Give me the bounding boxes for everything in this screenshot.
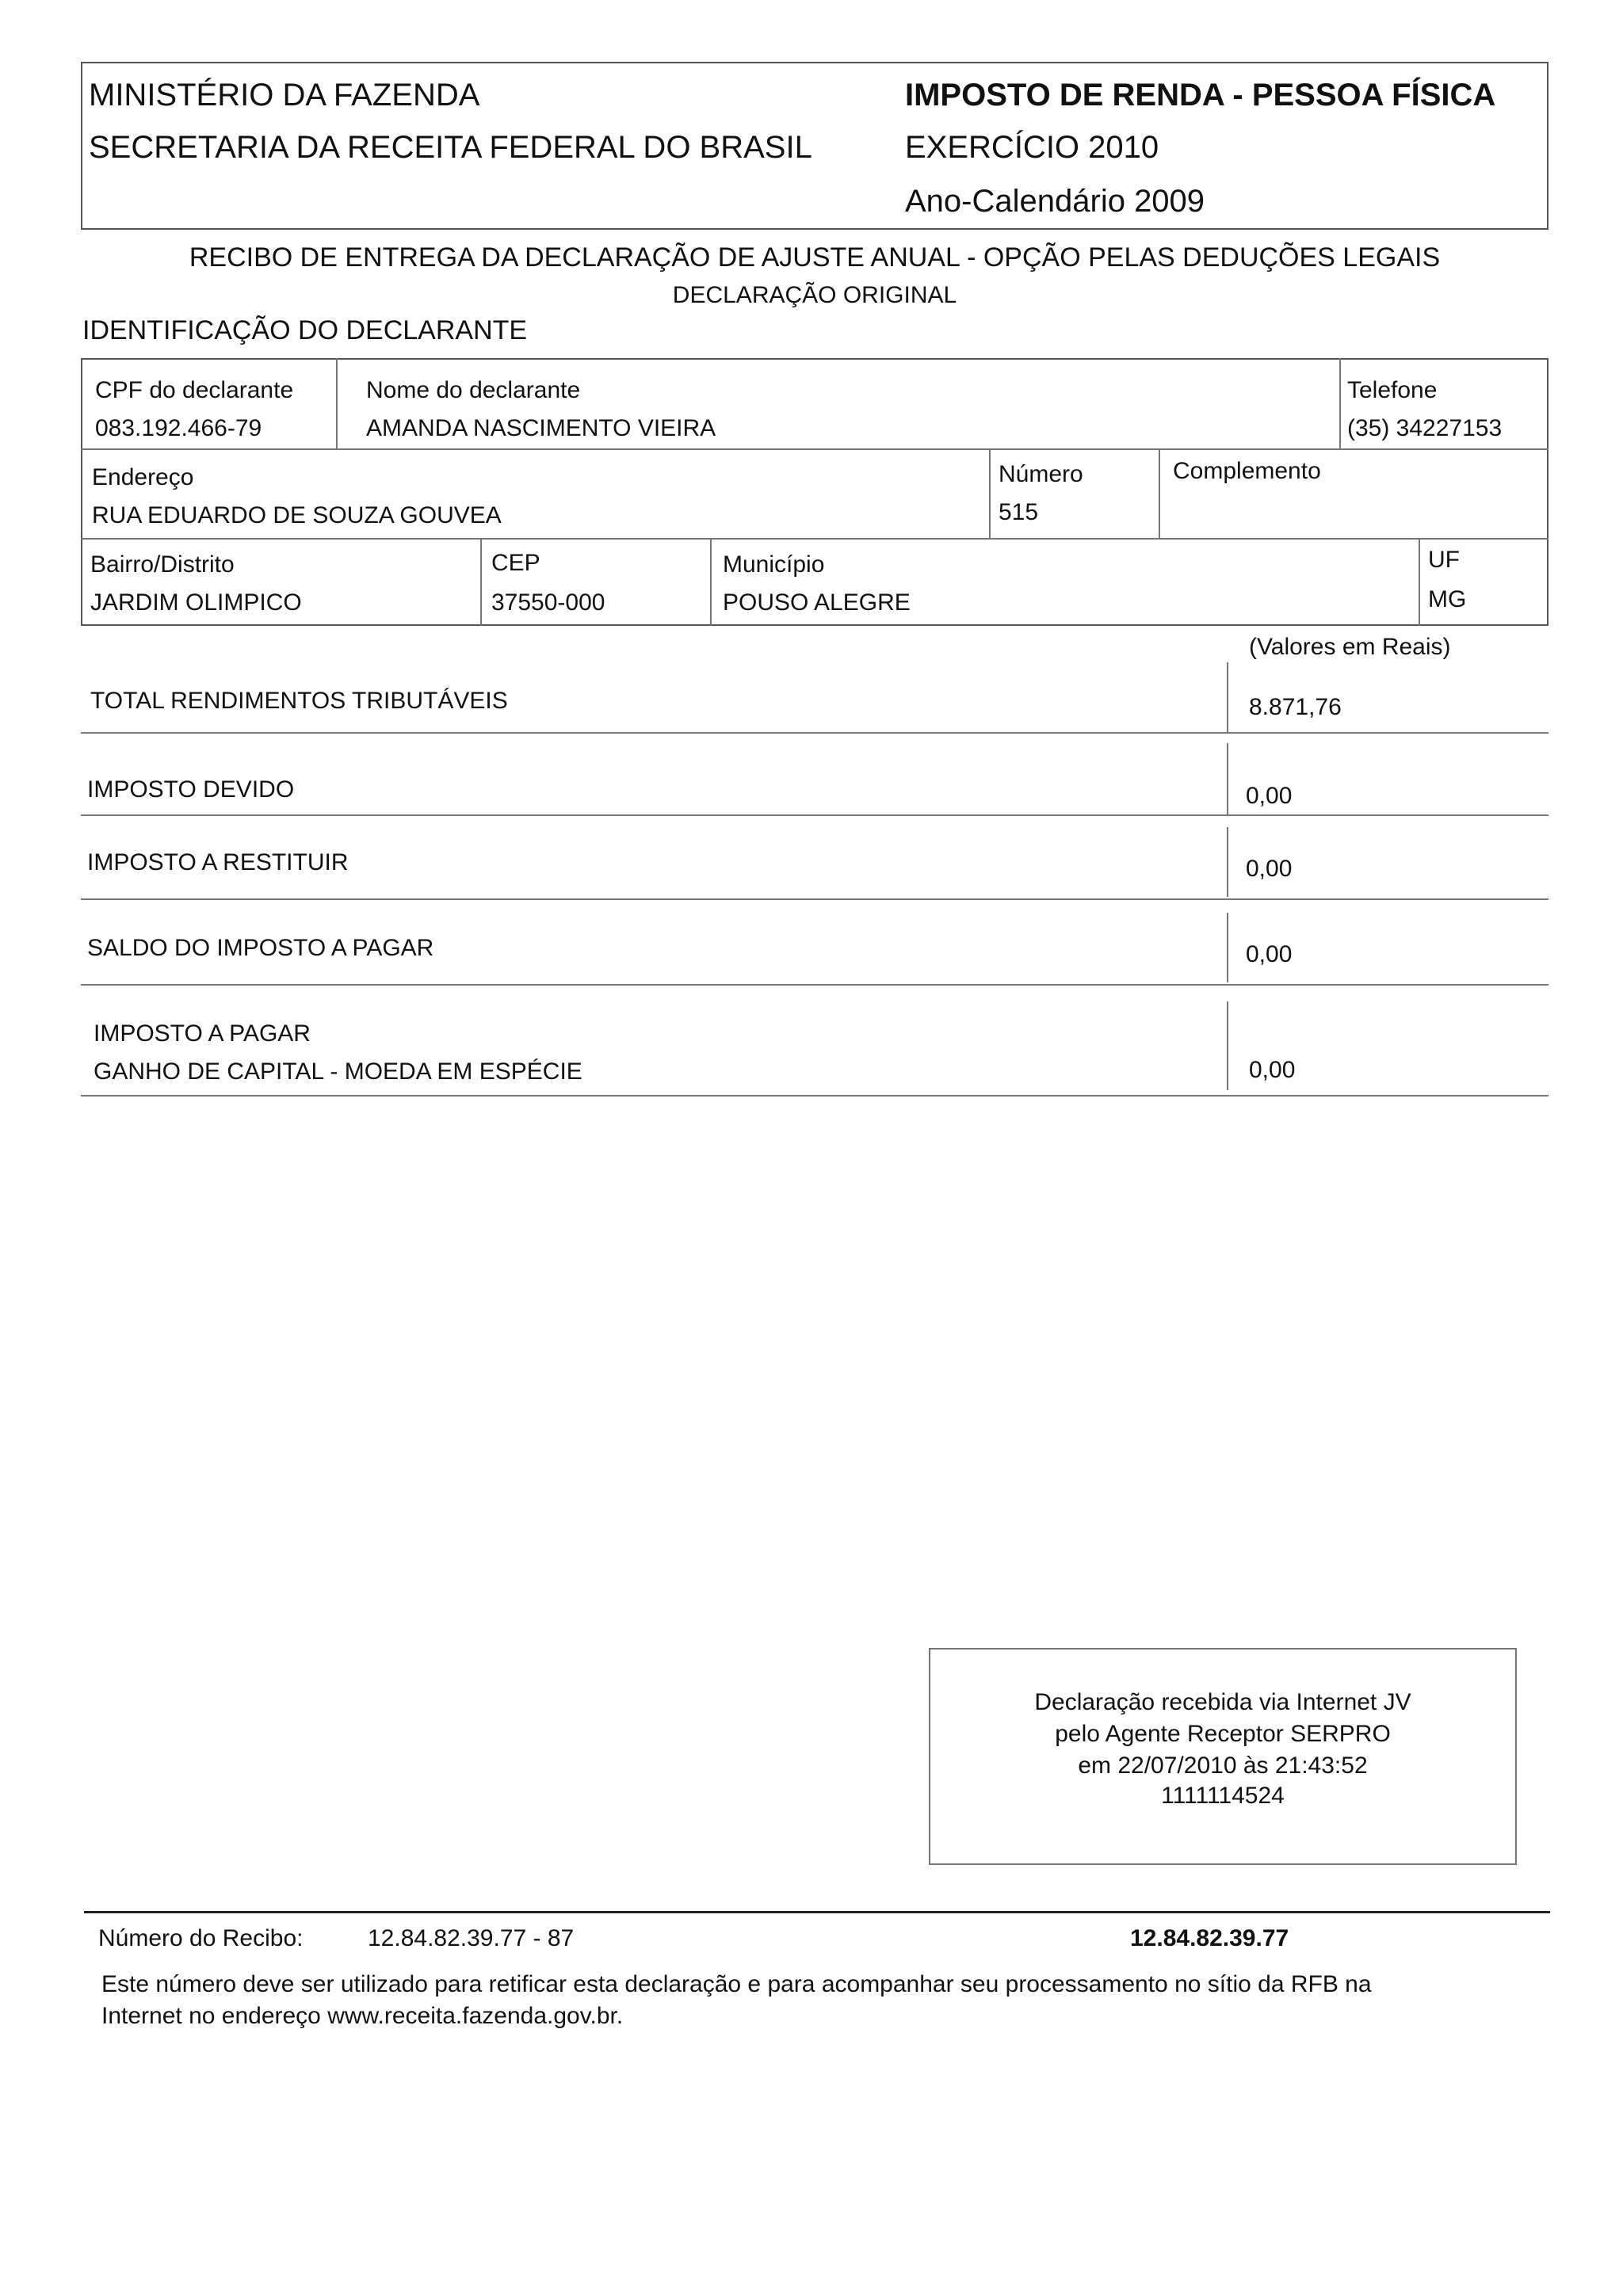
value-row-underline	[81, 984, 1549, 986]
recibo-number: 12.84.82.39.77 - 87	[368, 1925, 575, 1951]
numero-value: 515	[999, 499, 1039, 525]
value-divider	[1227, 913, 1228, 982]
value-row-label: IMPOSTO A RESTITUIR	[87, 849, 349, 875]
numero-label: Número	[999, 461, 1083, 487]
cell-divider	[1419, 538, 1420, 626]
uf-value: MG	[1428, 586, 1467, 612]
receipt-line-2: pelo Agente Receptor SERPRO	[1055, 1721, 1391, 1747]
municipio-label: Município	[723, 551, 825, 578]
recibo-number-bold: 12.84.82.39.77	[1130, 1925, 1289, 1951]
value-divider	[1227, 743, 1228, 814]
value-divider	[1227, 1001, 1228, 1090]
receipt-line-3: em 22/07/2010 às 21:43:52	[1078, 1753, 1368, 1779]
section-title-identificacao: IDENTIFICAÇÃO DO DECLARANTE	[82, 315, 528, 345]
cep-value: 37550-000	[491, 589, 605, 616]
row-divider	[81, 448, 1549, 450]
cell-divider	[336, 358, 338, 448]
recibo-label: Número do Recibo:	[98, 1925, 304, 1951]
value-row-amount: 0,00	[1246, 783, 1293, 809]
footer-note-line-2: Internet no endereço www.receita.fazenda.gov.br.	[101, 2003, 624, 2029]
value-divider	[1227, 662, 1228, 732]
municipio-value: POUSO ALEGRE	[723, 589, 911, 616]
value-row-underline	[81, 898, 1549, 900]
uf-label: UF	[1428, 547, 1460, 573]
values-currency-note: (Valores em Reais)	[1249, 634, 1451, 660]
identification-table	[81, 358, 1549, 626]
receipt-title: RECIBO DE ENTREGA DA DECLARAÇÃO DE AJUSTE ANUAL - OPÇÃO PELAS DEDUÇÕES LEGAIS	[189, 242, 1441, 273]
row-divider	[81, 538, 1549, 540]
receipt-line-4: 1111114524	[1161, 1783, 1285, 1809]
value-row-amount: 0,00	[1246, 856, 1293, 882]
cell-divider	[1159, 448, 1160, 538]
receipt-line-1: Declaração recebida via Internet JV	[1034, 1689, 1411, 1715]
cell-divider	[480, 538, 482, 626]
cep-label: CEP	[491, 550, 540, 576]
value-row-underline	[81, 1095, 1549, 1097]
cpf-label: CPF do declarante	[95, 377, 294, 403]
footer-note-line-1: Este número deve ser utilizado para retificar esta declaração e para acompanhar seu processamento no sítio da RFB na	[101, 1971, 1372, 1997]
value-row-label: TOTAL RENDIMENTOS TRIBUTÁVEIS	[90, 688, 508, 714]
value-row-amount: 0,00	[1246, 941, 1293, 967]
cell-divider	[710, 538, 712, 626]
ganho-label-line1: IMPOSTO A PAGAR	[94, 1020, 311, 1047]
declaration-type: DECLARAÇÃO ORIGINAL	[672, 282, 957, 308]
footer-rule	[84, 1911, 1550, 1913]
endereco-value: RUA EDUARDO DE SOUZA GOUVEA	[92, 502, 502, 528]
value-row-underline	[81, 814, 1549, 816]
value-row-amount: 8.871,76	[1249, 694, 1342, 720]
telefone-value: (35) 34227153	[1347, 415, 1503, 441]
ministry-name: MINISTÉRIO DA FAZENDA	[89, 78, 480, 113]
complemento-label: Complemento	[1173, 458, 1321, 484]
value-divider	[1227, 827, 1228, 897]
cell-divider	[1339, 358, 1341, 448]
value-row-label: IMPOSTO DEVIDO	[87, 776, 295, 803]
exercise-year: EXERCÍCIO 2010	[905, 130, 1159, 165]
value-row-underline	[81, 732, 1549, 734]
nome-label: Nome do declarante	[366, 377, 581, 403]
calendar-year: Ano-Calendário 2009	[905, 184, 1205, 219]
endereco-label: Endereço	[92, 464, 194, 490]
bairro-label: Bairro/Distrito	[90, 551, 235, 578]
bairro-value: JARDIM OLIMPICO	[90, 589, 302, 616]
telefone-label: Telefone	[1347, 377, 1438, 403]
cpf-value: 083.192.466-79	[95, 415, 262, 441]
secretariat-name: SECRETARIA DA RECEITA FEDERAL DO BRASIL	[89, 130, 812, 165]
ganho-label-line2: GANHO DE CAPITAL - MOEDA EM ESPÉCIE	[94, 1058, 582, 1085]
value-row-label: SALDO DO IMPOSTO A PAGAR	[87, 935, 434, 961]
ganho-value: 0,00	[1249, 1057, 1296, 1083]
nome-value: AMANDA NASCIMENTO VIEIRA	[366, 415, 716, 441]
cell-divider	[989, 448, 991, 538]
tax-title: IMPOSTO DE RENDA - PESSOA FÍSICA	[905, 78, 1496, 113]
